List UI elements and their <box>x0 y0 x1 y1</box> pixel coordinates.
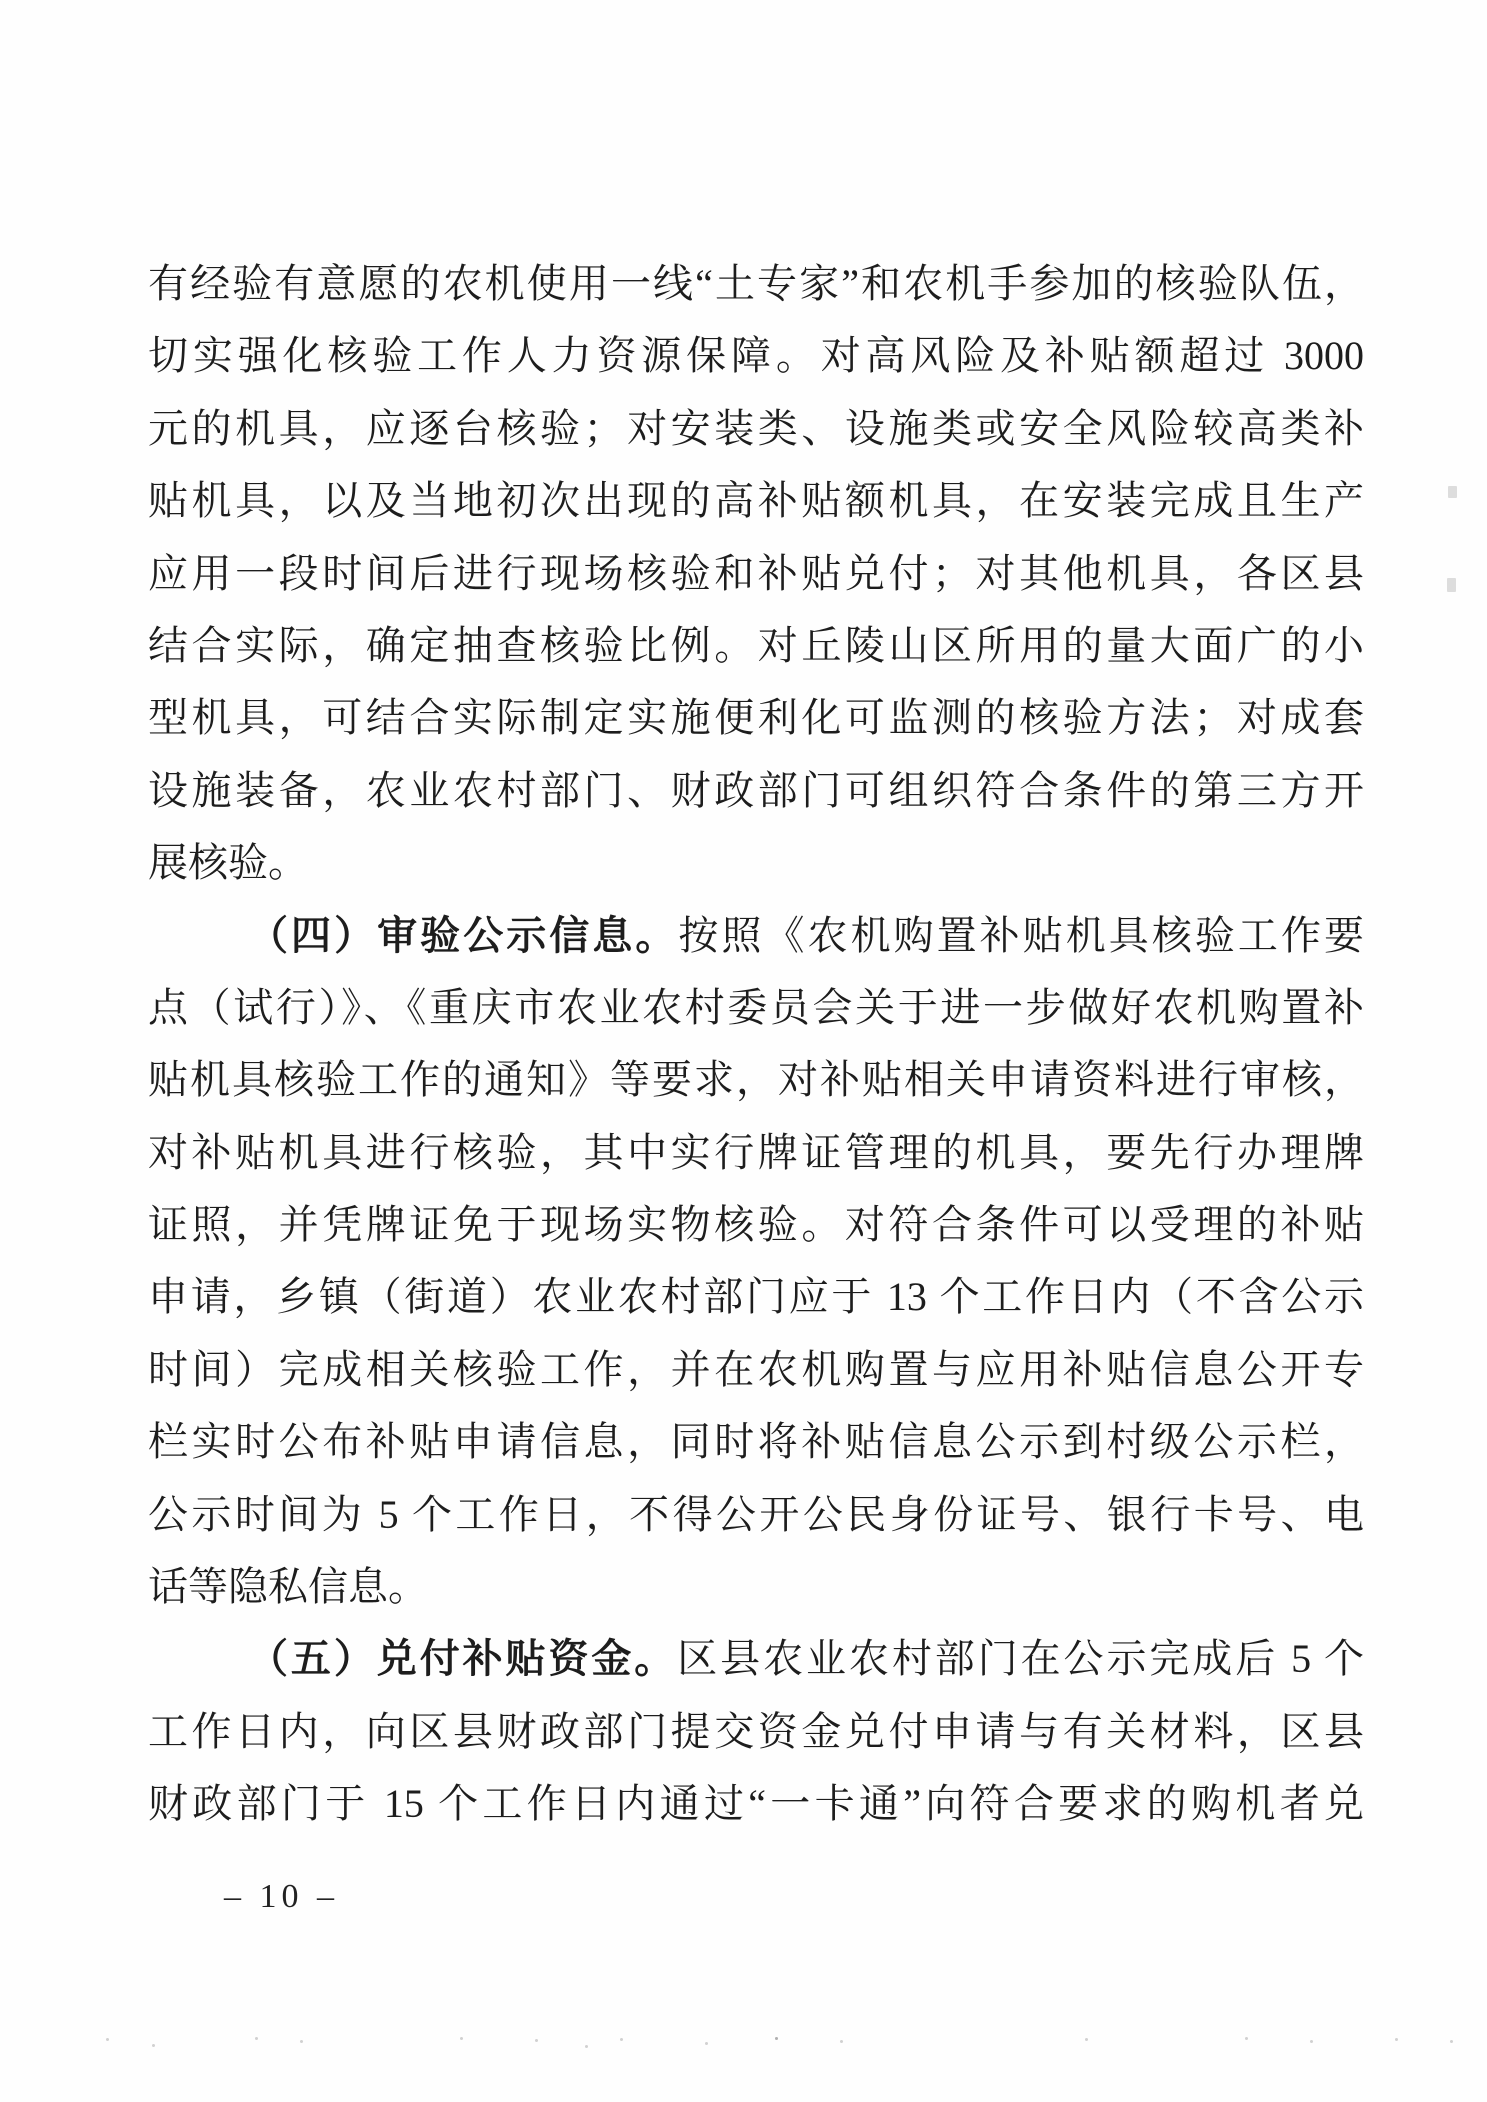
page-number: – 10 – <box>224 1878 339 1915</box>
text-line: 证照，并凭牌证免于现场实物核验。对符合条件可以受理的补贴 <box>148 1202 1364 1248</box>
scan-speck <box>255 2037 258 2040</box>
text-line: 点（试行）》、《重庆市农业农村委员会关于进一步做好农机购置补 <box>148 984 1364 1030</box>
text-line: 申请，乡镇（街道）农业农村部门应于 13 个工作日内（不含公示 <box>148 1274 1364 1320</box>
text-line: 贴机具核验工作的通知》等要求，对补贴相关申请资料进行审核， <box>148 1057 1364 1103</box>
scan-speck <box>1085 2038 1088 2041</box>
text-line: 财政部门于 15 个工作日内通过“一卡通”向符合要求的购机者兑 <box>148 1781 1364 1827</box>
scan-speck <box>1245 2037 1248 2040</box>
scan-artifact <box>1447 578 1456 592</box>
scan-speck <box>585 2045 588 2048</box>
scan-speck <box>1310 2040 1313 2043</box>
section-5-heading: （五）兑付补贴资金。 <box>248 1636 678 1682</box>
text-line: 工作日内，向区县财政部门提交资金兑付申请与有关材料，区县 <box>148 1708 1364 1754</box>
text-line: 对补贴机具进行核验，其中实行牌证管理的机具，要先行办理牌 <box>148 1129 1364 1175</box>
scan-speck <box>460 2037 463 2040</box>
text-line: 公示时间为 5 个工作日，不得公开公民身份证号、银行卡号、电 <box>148 1491 1364 1537</box>
paragraph-5-heading-line <box>148 1623 1364 1695</box>
scan-speck <box>535 2039 538 2042</box>
text-line: 应用一段时间后进行现场核验和补贴兑付；对其他机具，各区县 <box>148 550 1364 596</box>
text-segment: 按照《农机购置补贴机具核验工作要 <box>678 912 1365 958</box>
section-4-heading: （四）审验公示信息。 <box>248 912 679 958</box>
text-line: 时间）完成相关核验工作，并在农机购置与应用补贴信息公开专 <box>148 1346 1364 1392</box>
text-line: 切实强化核验工作人力资源保障。对高风险及补贴额超过 3000 <box>148 333 1364 379</box>
text-line: 元的机具，应逐台核验；对安装类、设施类或安全风险较高类补 <box>148 405 1364 451</box>
paragraph-4-heading-line <box>148 900 1364 972</box>
scan-speck <box>1450 2040 1453 2043</box>
text-line: 设施装备，农业农村部门、财政部门可组织符合条件的第三方开 <box>148 767 1364 813</box>
document-body <box>148 248 1364 1841</box>
text-line: 展核验。 <box>148 840 308 886</box>
scan-speck <box>106 2038 109 2041</box>
scan-speck <box>152 2044 155 2047</box>
text-line: 型机具，可结合实际制定实施便利化可监测的核验方法；对成套 <box>148 695 1364 741</box>
scan-speck <box>300 2040 303 2043</box>
scan-speck <box>840 2040 843 2043</box>
text-line: 有经验有意愿的农机使用一线“土专家”和农机手参加的核验队伍， <box>148 261 1364 306</box>
text-segment: 区县农业农村部门在公示完成后 5 个 <box>677 1636 1365 1682</box>
scan-artifact <box>1448 486 1457 498</box>
text-line: 贴机具，以及当地初次出现的高补贴额机具，在安装完成且生产 <box>148 478 1364 524</box>
text-line: 话等隐私信息。 <box>148 1564 428 1610</box>
text-line: 结合实际，确定抽查核验比例。对丘陵山区所用的量大面广的小 <box>148 622 1364 668</box>
scan-speck <box>775 2037 778 2040</box>
scan-speck <box>705 2042 708 2045</box>
scan-speck <box>620 2038 623 2041</box>
text-line: 栏实时公布补贴申请信息，同时将补贴信息公示到村级公示栏， <box>148 1419 1364 1465</box>
scan-speck <box>1395 2038 1398 2041</box>
